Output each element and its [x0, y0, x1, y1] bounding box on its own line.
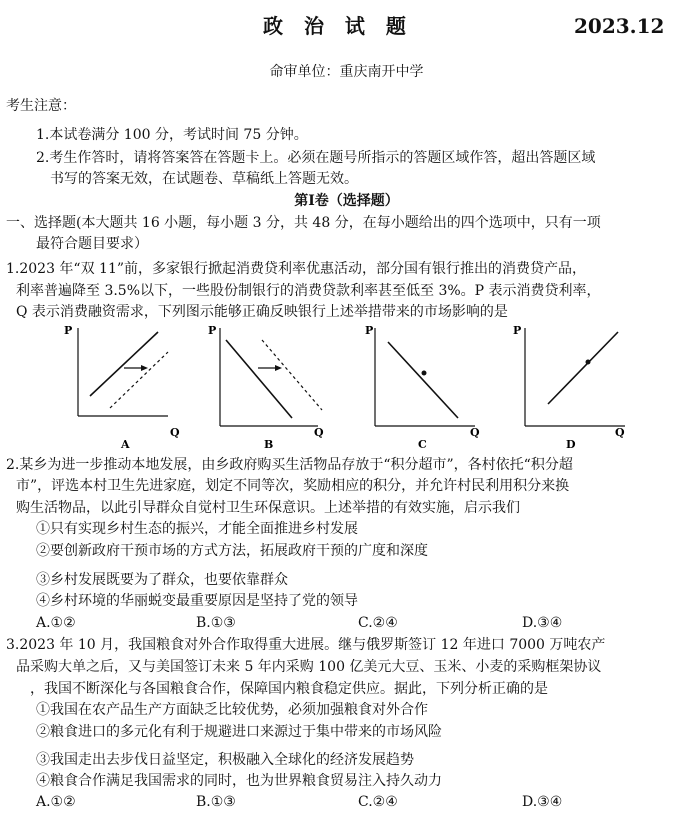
- q3-stem-line-3: ，我国不断深化与各国粮食合作，保障国内粮食稳定供应。据此，下列分析正确的是: [30, 681, 548, 697]
- q3-choice-a: A.①②: [36, 794, 76, 810]
- graph-d-q-label: Q: [615, 426, 625, 439]
- q2-choice-a: A.①②: [36, 615, 76, 631]
- section-instruction-line-2: 最符合题目要求）: [36, 236, 148, 252]
- notice-item-2-line-2: 书写的答案无效，在试题卷、草稿纸上答题无效。: [50, 171, 358, 187]
- q1-stem-line-3: Q 表示消费融资需求，下列图示能够正确反映银行上述举措带来的市场影响的是: [16, 304, 508, 320]
- graph-a-p-label: P: [64, 324, 73, 337]
- q2-option-2: ②要创新政府干预市场的方式方法，拓展政府干预的广度和深度: [36, 543, 428, 559]
- q2-choice-c: C.②④: [358, 615, 398, 631]
- graph-b-q-label: Q: [314, 426, 324, 439]
- q3-choice-c: C.②④: [358, 794, 398, 810]
- notice-heading: 考生注意：: [6, 98, 76, 114]
- q3-option-2: ②粮食进口的多元化有利于规避进口来源过于集中带来的市场风险: [36, 724, 442, 740]
- q2-choice-b: B.①③: [196, 615, 236, 631]
- q2-option-1: ①只有实现乡村生态的振兴，才能全面推进乡村发展: [36, 521, 358, 537]
- q3-choice-b: B.①③: [196, 794, 236, 810]
- graph-b-p-label: P: [208, 324, 217, 337]
- graph-c-label: C: [418, 438, 427, 450]
- graph-a: [64, 324, 180, 450]
- graph-d-label: D: [566, 438, 576, 450]
- graph-c-curve: [388, 342, 458, 418]
- exam-source: 命审单位：重庆南开中学: [269, 64, 424, 80]
- graph-d-curve: [548, 332, 618, 404]
- q2-option-4: ④乡村环境的华丽蜕变最重要原因是坚持了党的领导: [36, 593, 358, 609]
- q3-option-1: ①我国在农产品生产方面缺乏比较优势，必须加强粮食对外合作: [36, 702, 428, 718]
- q1-stem-line-2: 利率普遍降至 3.5%以下，一些股份制银行的消费贷款利率甚至低至 3%。P 表示消费贷利率，: [16, 283, 601, 299]
- section-title: 第Ⅰ卷（选择题）: [294, 193, 399, 209]
- graph-a-shifted-curve: [110, 352, 168, 408]
- graph-b-shifted-curve: [262, 340, 322, 410]
- graph-b-label: B: [264, 438, 274, 450]
- graph-a-label: A: [121, 438, 130, 450]
- q3-option-4: ④粮食合作满足我国需求的同时，也为世界粮食贸易注入持久动力: [36, 773, 442, 789]
- graph-d-p-label: P: [513, 324, 522, 337]
- graph-b: [208, 324, 324, 450]
- q3-stem-line-2: 品采购大单之后，又与美国签订未来 5 年内采购 100 亿美元大豆、玉米、小麦的采购框架协议: [16, 659, 602, 675]
- q2-stem-line-3: 购生活物品，以此引导群众自觉村卫生环保意识。上述举措的有效实施，启示我们: [16, 500, 520, 516]
- graph-c-p-label: P: [365, 324, 374, 337]
- q3-stem-line-1: 3.2023 年 10 月，我国粮食对外合作取得重大进展。继与俄罗斯签订 12 年进口 7000 万吨农产: [6, 637, 606, 653]
- graph-a-original-curve: [90, 332, 158, 396]
- q2-option-3: ③乡村发展既要为了群众，也要依靠群众: [36, 572, 288, 588]
- q2-stem-line-2: 市”，评选本村卫生先进家庭，划定不同等次，奖励相应的积分，并允许村民利用积分来换: [16, 478, 570, 494]
- graph-d-point: [586, 360, 591, 365]
- q2-choice-d: D.③④: [522, 615, 563, 631]
- exam-date: 2023.12: [574, 14, 665, 38]
- graph-c-point: [422, 371, 427, 376]
- q3-choice-d: D.③④: [522, 794, 563, 810]
- q1-stem-line-1: 1.2023 年“双 11”前，多家银行掀起消费贷利率优惠活动，部分国有银行推出的消费贷产品，: [6, 261, 587, 277]
- notice-item-1: 1.本试卷满分 100 分，考试时间 75 分钟。: [36, 127, 308, 143]
- exam-title: 政 治 试 题: [263, 14, 413, 38]
- q3-option-3: ③我国走出去步伐日益坚定，积极融入全球化的经济发展趋势: [36, 752, 414, 768]
- graph-d: [513, 324, 625, 450]
- q2-stem-line-1: 2.某乡为进一步推动本地发展，由乡政府购买生活物品存放于“积分超市”，各村依托“积分超: [6, 457, 573, 473]
- graph-a-q-label: Q: [170, 426, 180, 439]
- q1-graphs: [0, 318, 693, 450]
- graph-c: [365, 324, 480, 450]
- section-instruction-line-1: 一、选择题(本大题共 16 小题，每小题 3 分，共 48 分，在每小题给出的四个选项中，只有一项: [6, 215, 601, 231]
- graph-c-q-label: Q: [470, 426, 480, 439]
- graph-b-original-curve: [226, 340, 292, 418]
- notice-item-2-line-1: 2.考生作答时，请将答案答在答题卡上。必须在题号所指示的答题区域作答，超出答题区域: [36, 150, 596, 166]
